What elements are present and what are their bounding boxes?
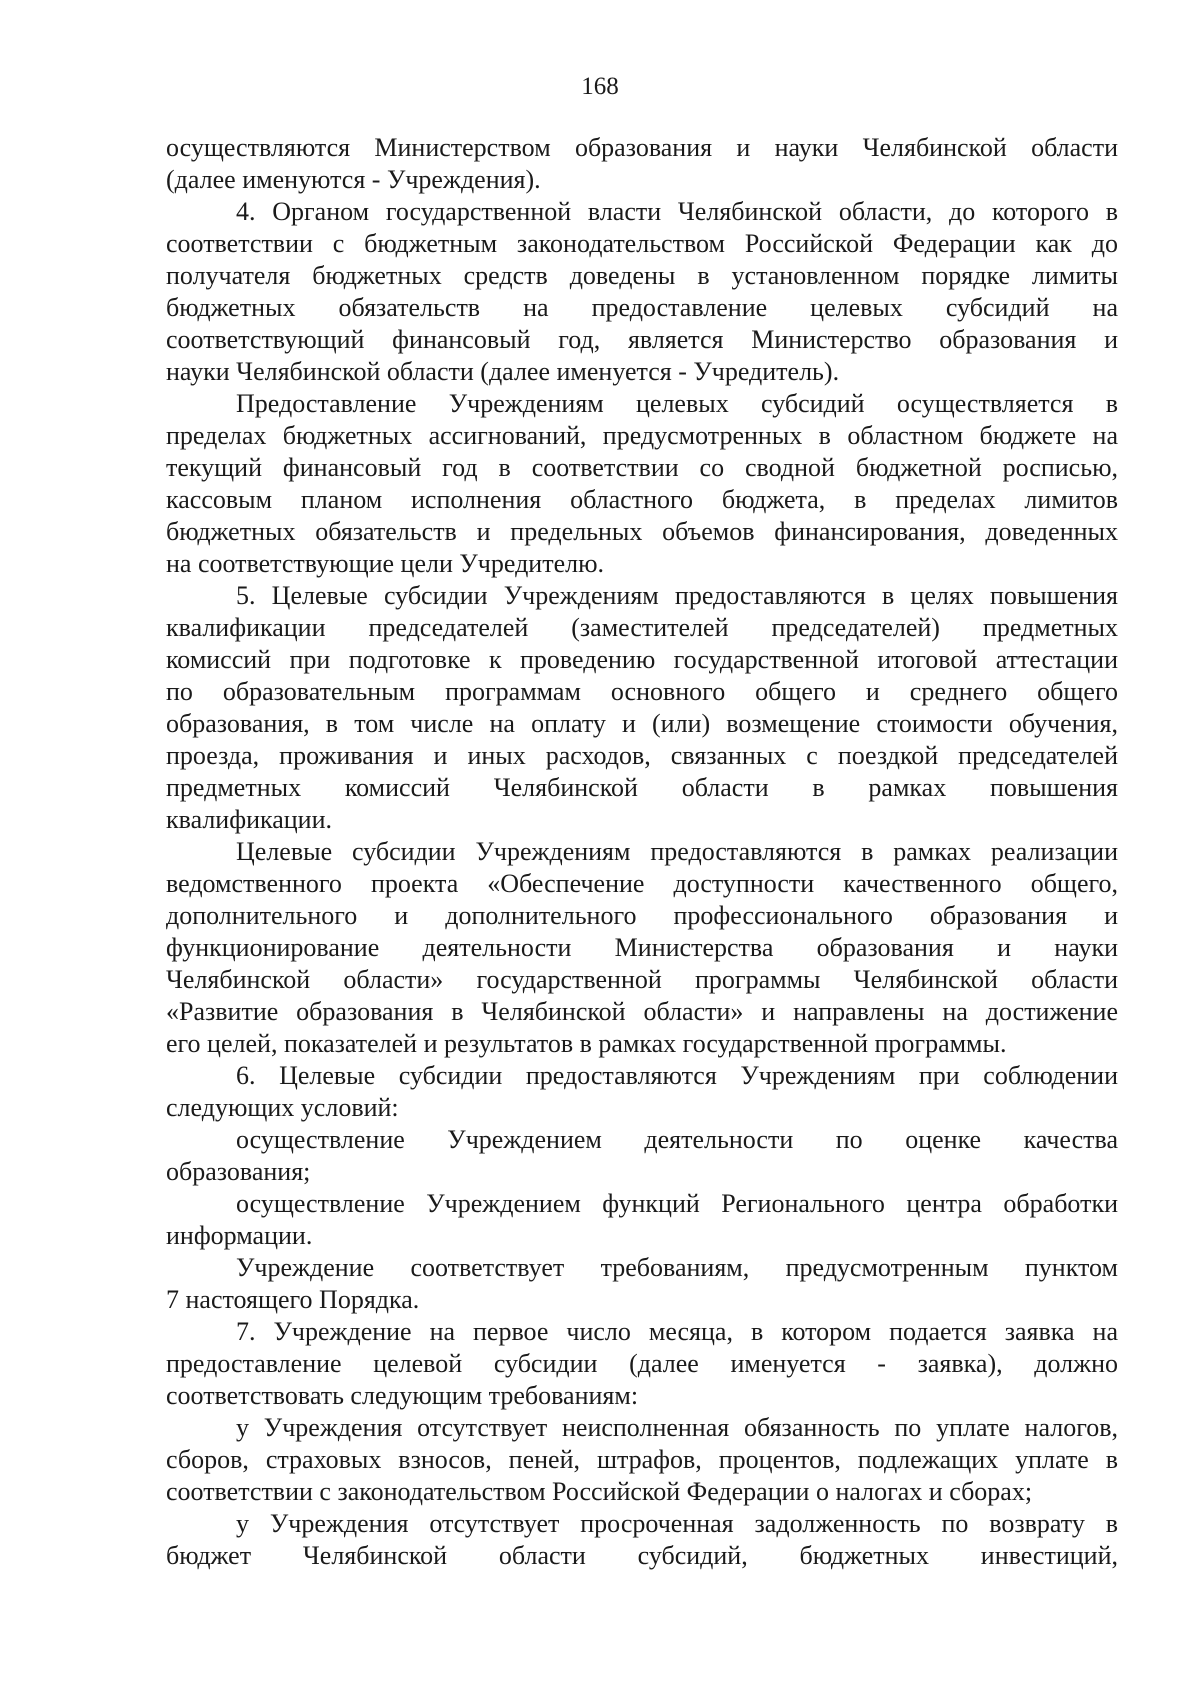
text-line: следующих условий: — [166, 1093, 399, 1122]
text-line: пределах бюджетных ассигнований, предусмотренных в областном бюджете на — [166, 421, 1118, 450]
text-line: осуществление Учреждением деятельности по оценке качества — [236, 1125, 1118, 1154]
text-line: квалификации. — [166, 805, 333, 834]
text-line: получателя бюджетных средств доведены в установленном порядке лимиты — [166, 261, 1118, 290]
text-line: информации. — [166, 1221, 313, 1250]
text-line: 7. Учреждение на первое число месяца, в котором подается заявка на — [236, 1317, 1118, 1346]
text-line: осуществление Учреждением функций Регионального центра обработки — [236, 1189, 1118, 1218]
text-line: соответствовать следующим требованиям: — [166, 1381, 639, 1410]
text-line: (далее именуются - Учреждения). — [166, 165, 541, 194]
text-line: предоставление целевой субсидии (далее именуется - заявка), должно — [166, 1349, 1118, 1378]
text-line: по образовательным программам основного общего и среднего общего — [166, 677, 1118, 706]
text-line: предметных комиссий Челябинской области в рамках повышения — [166, 773, 1118, 802]
text-line: на соответствующие цели Учредителю. — [166, 549, 605, 578]
text-line: Целевые субсидии Учреждениям предоставляются в рамках реализации — [236, 837, 1118, 866]
text-line: 6. Целевые субсидии предоставляются Учреждениям при соблюдении — [236, 1061, 1118, 1090]
text-line: Предоставление Учреждениям целевых субсидий осуществляется в — [236, 389, 1118, 418]
text-line: Челябинской области» государственной программы Челябинской области — [166, 965, 1118, 994]
text-line: бюджетных обязательств и предельных объемов финансирования, доведенных — [166, 517, 1118, 546]
text-line: проезда, проживания и иных расходов, связанных с поездкой председателей — [166, 741, 1118, 770]
text-line: «Развитие образования в Челябинской области» и направлены на достижение — [166, 997, 1118, 1026]
text-line: бюджет Челябинской области субсидий, бюджетных инвестиций, — [166, 1541, 1118, 1570]
text-line: текущий финансовый год в соответствии со сводной бюджетной росписью, — [166, 453, 1118, 482]
document-body — [166, 132, 1118, 1572]
text-line: дополнительного и дополнительного профессионального образования и — [166, 901, 1118, 930]
text-line: осуществляются Министерством образования и науки Челябинской области — [166, 133, 1118, 162]
text-line: функционирование деятельности Министерства образования и науки — [166, 933, 1118, 962]
text-line: квалификации председателей (заместителей председателей) предметных — [166, 613, 1118, 642]
text-line: кассовым планом исполнения областного бюджета, в пределах лимитов — [166, 485, 1118, 514]
text-line: соответствии с законодательством Российской Федерации о налогах и сборах; — [166, 1477, 1033, 1506]
page-number: 168 — [581, 73, 619, 100]
text-line: соответствии с бюджетным законодательством Российской Федерации как до — [166, 229, 1118, 258]
text-line: 5. Целевые субсидии Учреждениям предоставляются в целях повышения — [236, 581, 1118, 610]
text-line: ведомственного проекта «Обеспечение доступности качественного общего, — [166, 869, 1118, 898]
text-line: Учреждение соответствует требованиям, предусмотренным пунктом — [236, 1253, 1118, 1282]
text-line: 4. Органом государственной власти Челябинской области, до которого в — [236, 197, 1118, 226]
text-line: бюджетных обязательств на предоставление целевых субсидий на — [166, 293, 1118, 322]
text-line: у Учреждения отсутствует просроченная задолженность по возврату в — [236, 1509, 1118, 1538]
text-line: у Учреждения отсутствует неисполненная обязанность по уплате налогов, — [236, 1413, 1118, 1442]
text-line: соответствующий финансовый год, является Министерство образования и — [166, 325, 1118, 354]
text-line: его целей, показателей и результатов в рамках государственной программы. — [166, 1029, 1007, 1058]
text-line: науки Челябинской области (далее именуется - Учредитель). — [166, 357, 840, 386]
text-line: 7 настоящего Порядка. — [166, 1285, 420, 1314]
text-line: комиссий при подготовке к проведению государственной итоговой аттестации — [166, 645, 1118, 674]
text-line: образования; — [166, 1157, 311, 1186]
text-line: сборов, страховых взносов, пеней, штрафов, процентов, подлежащих уплате в — [166, 1445, 1118, 1474]
text-line: образования, в том числе на оплату и (или) возмещение стоимости обучения, — [166, 709, 1118, 738]
